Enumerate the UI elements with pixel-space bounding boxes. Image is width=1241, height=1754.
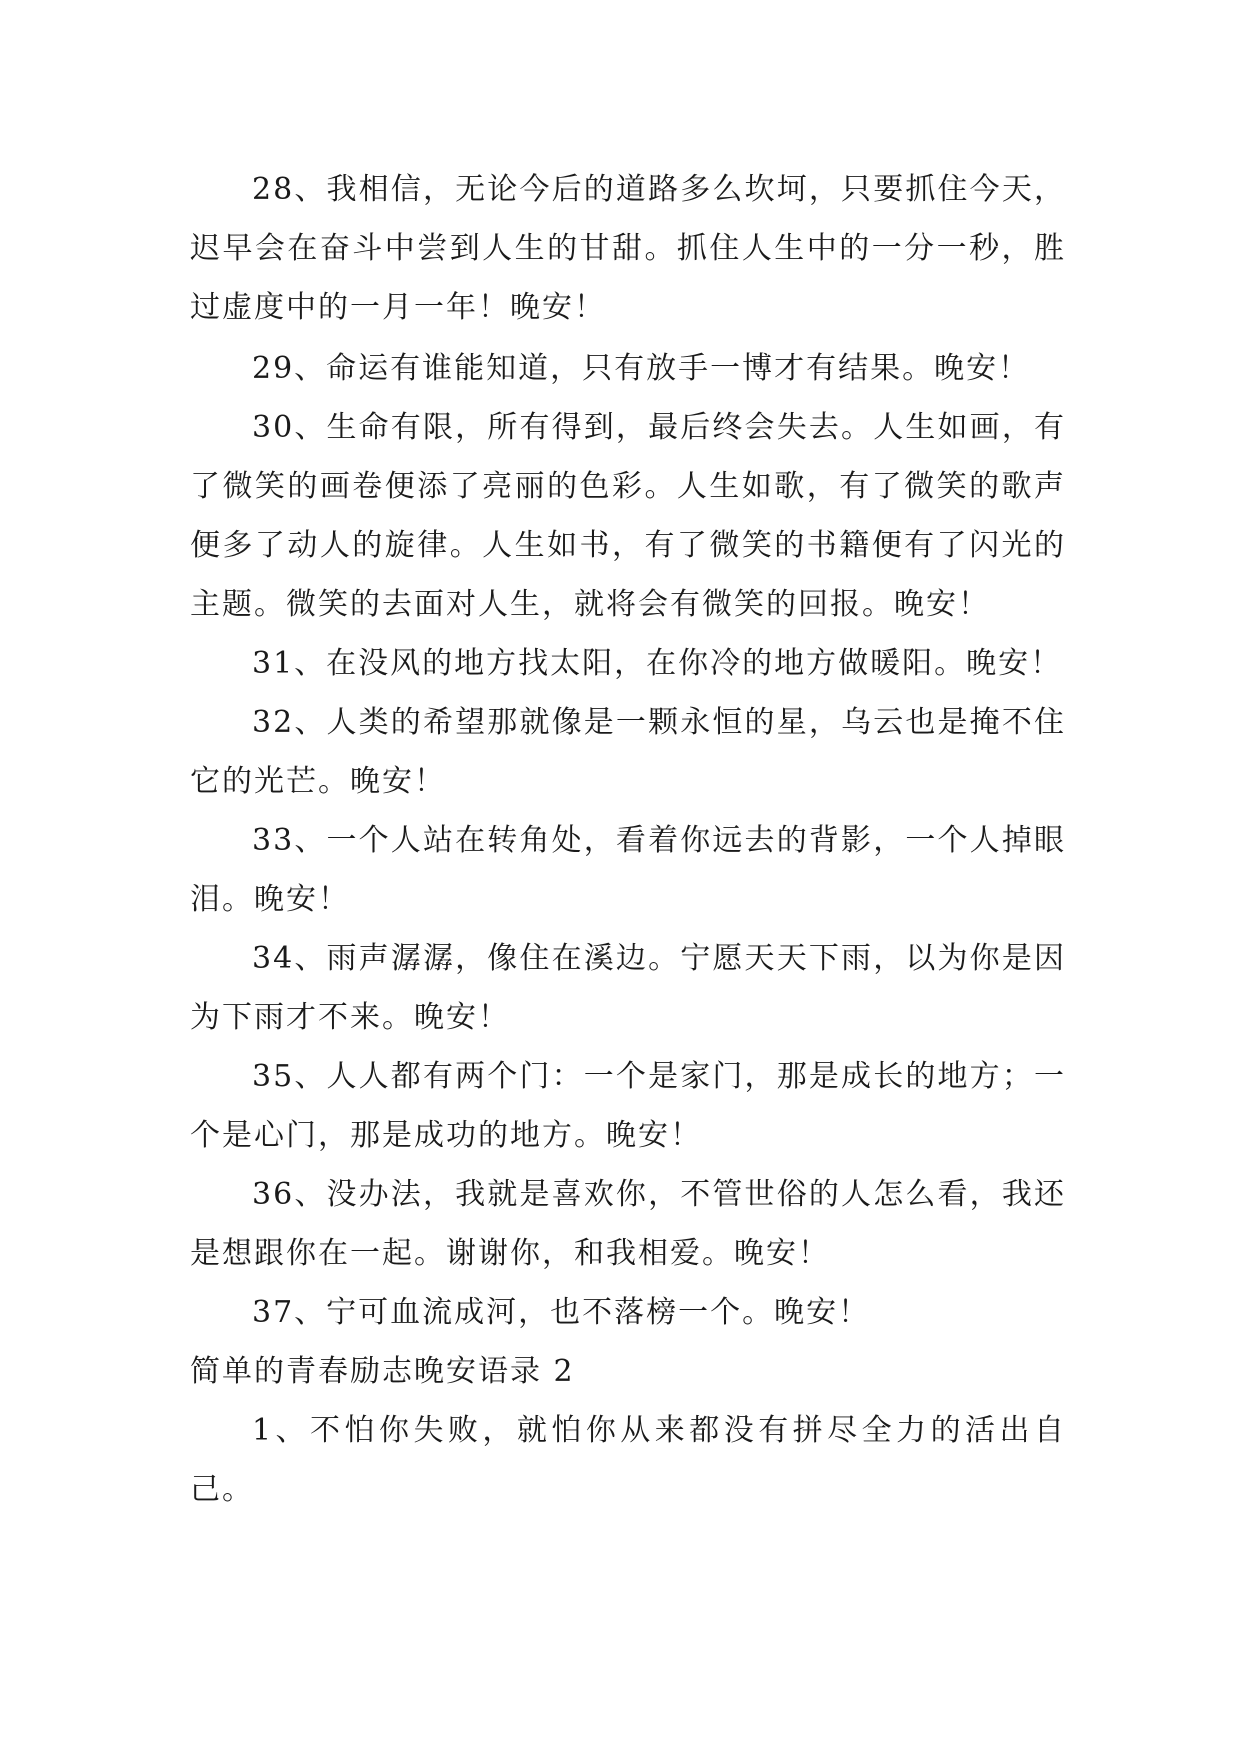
paragraph-item-31: 31、在没风的地方找太阳，在你冷的地方做暖阳。晚安！ bbox=[252, 646, 1063, 681]
paragraph-item-34: 34、雨声潺潺，像住在溪边。宁愿天天下雨，以为你是因为下雨才不来。晚安！ bbox=[190, 941, 1066, 1035]
paragraph-item-33: 33、一个人站在转角处，看着你远去的背影，一个人掉眼泪。晚安！ bbox=[190, 823, 1066, 917]
paragraph-item-32: 32、人类的希望那就像是一颗永恒的星，乌云也是掩不住它的光芒。晚安！ bbox=[190, 705, 1066, 799]
document-body bbox=[190, 160, 1066, 1519]
paragraph-item-30: 30、生命有限，所有得到，最后终会失去。人生如画，有了微笑的画卷便添了亮丽的色彩。人生如歌，有了微笑的歌声便多了动人的旋律。人生如书，有了微笑的书籍便有了闪光的主题。微笑的去面对人生，就将会有微笑的回报。晚安！ bbox=[190, 410, 1066, 622]
paragraph-item-1: 1、不怕你失败，就怕你从来都没有拼尽全力的活出自己。 bbox=[190, 1413, 1066, 1507]
paragraph-item-29: 29、命运有谁能知道，只有放手一博才有结果。晚安！ bbox=[252, 351, 1031, 386]
paragraph-item-35: 35、人人都有两个门：一个是家门，那是成长的地方；一个是心门，那是成功的地方。晚安！ bbox=[190, 1059, 1066, 1153]
section-heading: 简单的青春励志晚安语录 2 bbox=[190, 1354, 575, 1389]
paragraph-item-36: 36、没办法，我就是喜欢你，不管世俗的人怎么看，我还是想跟你在一起。谢谢你，和我相爱。晚安！ bbox=[190, 1177, 1066, 1271]
paragraph-item-37: 37、宁可血流成河，也不落榜一个。晚安！ bbox=[252, 1295, 871, 1330]
paragraph-item-28: 28、我相信，无论今后的道路多么坎坷，只要抓住今天，迟早会在奋斗中尝到人生的甘甜。抓住人生中的一分一秒，胜过虚度中的一月一年！晚安！ bbox=[190, 172, 1066, 325]
